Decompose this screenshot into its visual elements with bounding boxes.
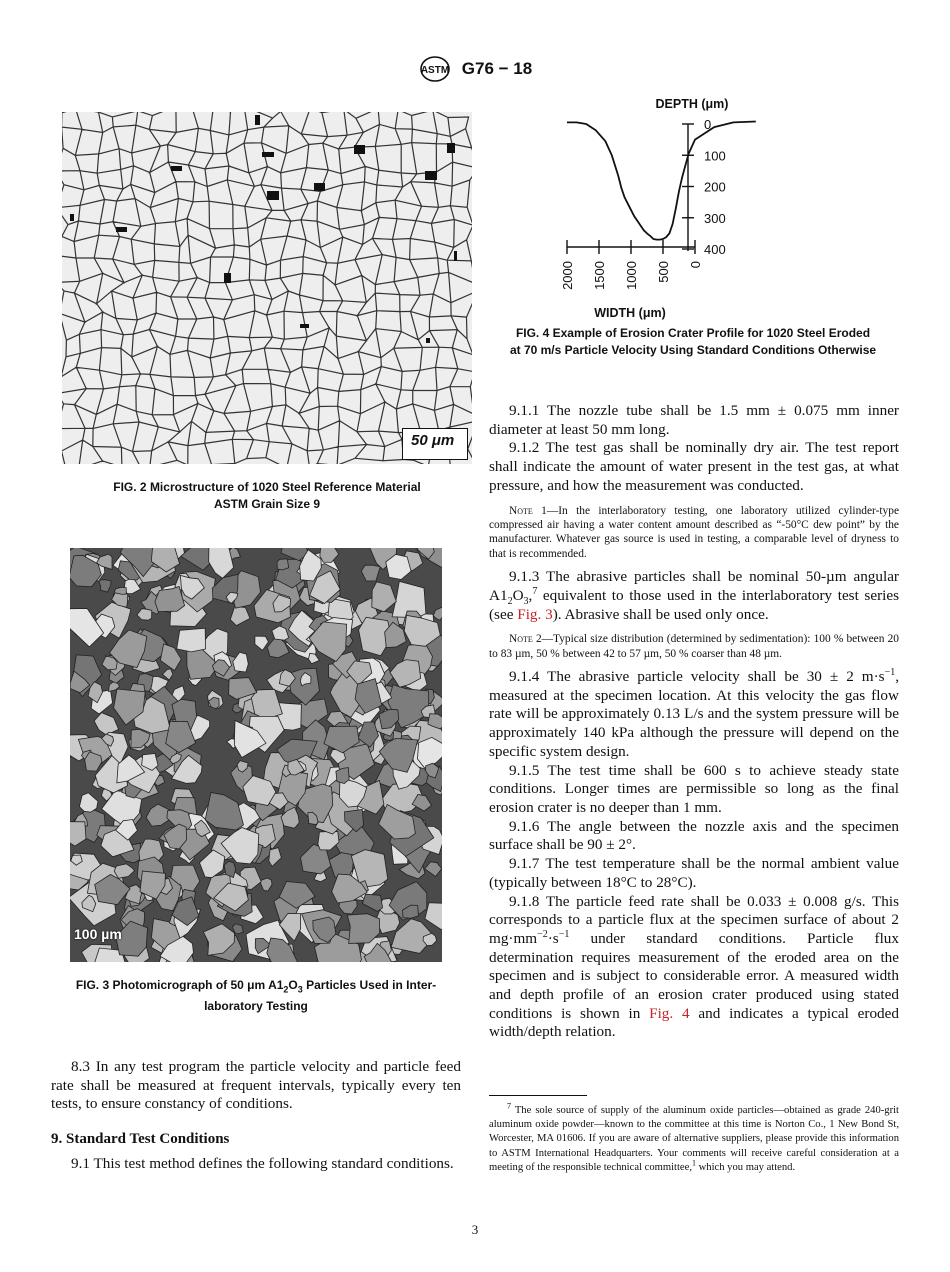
page-header <box>0 54 950 84</box>
fig3-scale-label: 100 µm <box>74 926 122 942</box>
fig3-caption <box>50 977 462 1015</box>
alumina-particle <box>79 793 98 812</box>
fig2-caption-line1: FIG. 2 Microstructure of 1020 Steel Reference Material <box>113 480 421 494</box>
fig4-caption <box>488 325 898 359</box>
fig2-scale-label: 50 μm <box>411 432 455 449</box>
x-tick-label: 2000 <box>560 261 575 290</box>
svg-text:ASTM: ASTM <box>420 65 449 76</box>
paragraph-9-1-4: 9.1.4 The abrasive particle velocity shall be 30 ± 2 $m\cdot s^{-1}$, measured at the specimen location. At this velocity the gas flow rate will be approximately 0.13 L/s and the system pressure will be approximately 140 kPa although the pressure will depend on the specific system design. <box>489 667 899 760</box>
alumina-particle <box>205 793 243 831</box>
pearlite-spot <box>354 145 365 154</box>
paragraph-8-3: 8.3 In any test program the particle velocity and particle feed rate shall be measured at frequent intervals, typically every ten tests, to ensure constancy of conditions. <box>51 1058 461 1113</box>
alumina-particle <box>277 559 289 570</box>
alumina-particle <box>94 713 119 736</box>
paragraph-9-1-8: 9.1.8 The particle feed rate shall be 0.033 ± 0.008 g/s. This corresponds to a particle flux at the specimen surface of about 2 $mg\cdot mm^{-2}\cdot s^{-1}$ under standard conditions. Particle flux determination requires measurement of the eroded area on the specimen and is subject to considerable error. A measured width and depth profile of an erosion crater produced using stated conditions is shown in Fig. 4 and indicates a typical eroded width/depth relation. <box>489 892 899 1041</box>
paragraph-9-1-3: 9.1.3 The abrasive particles shall be nominal 50-µm angular $A1_2O_3,^7$ equivalent to those used in the interlaboratory test series (see Fig. 3). Abrasive shall be used only once. <box>489 568 899 623</box>
paragraph-9-1-6: 9.1.6 The angle between the nozzle axis and the specimen surface shall be 90 ± 2°. <box>489 817 899 854</box>
footnote-rule <box>489 1095 587 1096</box>
left-column <box>51 1058 461 1174</box>
right-column <box>489 402 899 1042</box>
note-2: Note 2—Typical size distribution (determined by sedimentation): 100 % between 20 to 83 µm, 50 % between 42 to 57 µm, 50 % coarser than 48 µm. <box>489 633 899 660</box>
pearlite-spot <box>70 214 74 221</box>
note-1: Note 1—In the interlaboratory testing, one laboratory utilized cylinder-type compressed air having a water content amount described as “-50°C dew point” by the manufacturer. Whatever gas source is used in testing, a comparable level of dryness to that is recommended. <box>489 504 899 560</box>
pearlite-spot <box>426 338 430 343</box>
alumina-particle <box>260 878 272 891</box>
alumina-particle <box>318 832 339 851</box>
alumina-particle <box>155 587 185 612</box>
y-tick-label: 400 <box>704 242 726 257</box>
alumina-particle <box>269 848 282 867</box>
fig3-caption-line1: FIG. 3 Photomicrograph of 50 μm $A1_2O_3$ Particles Used in Inter- <box>75 978 437 995</box>
pearlite-spot <box>262 152 274 157</box>
fig4-caption-line2: at 70 m/s Particle Velocity Using Standard Conditions Otherwise <box>509 343 877 357</box>
pearlite-spot <box>447 143 455 153</box>
paragraph-9-1-1: 9.1.1 The nozzle tube shall be 1.5 mm ± 0.075 mm inner diameter at least 50 mm long. <box>489 402 899 438</box>
alumina-particle <box>361 565 380 581</box>
x-axis-title: WIDTH (μm) <box>594 306 666 320</box>
pearlite-spot <box>171 166 182 171</box>
alumina-particle <box>320 548 339 562</box>
alumina-particle <box>70 822 86 847</box>
fig2-caption-line2: ASTM Grain Size 9 <box>213 497 321 511</box>
alumina-particle <box>162 669 173 680</box>
alumina-particle <box>177 628 206 652</box>
alumina-particle <box>209 548 234 578</box>
alumina-particle <box>309 653 320 663</box>
astm-logo-icon <box>418 54 452 84</box>
alumina-particle <box>433 607 442 620</box>
pearlite-spot <box>454 251 457 261</box>
footnote-7: $^7$ The sole source of supply of the aluminum oxide particles—obtained as grade 240-grit aluminum oxide powder—known to the committee at this time is Norton Co., 1 New Bond St, Worcester, MA 01606. If you are aware of alternative suppliers, please provide this information to ASTM International Headquarters. Your comments will receive careful consideration at a meeting of the responsible technical committee,$^1$ which you may attend. <box>489 1101 899 1173</box>
fig2-micrograph <box>62 112 472 464</box>
document-designation: G76 − 18 <box>461 59 533 78</box>
alumina-particle <box>99 580 111 593</box>
pearlite-spot <box>425 171 437 180</box>
fig4-caption-line1: FIG. 4 Example of Erosion Crater Profile for 1020 Steel Eroded <box>515 326 871 340</box>
alumina-particle <box>418 737 443 768</box>
alumina-particle <box>425 903 442 930</box>
pearlite-spot <box>267 191 279 200</box>
y-tick-label: 300 <box>704 210 726 226</box>
paragraph-9-1: 9.1 This test method defines the following standard conditions. <box>71 1154 454 1172</box>
x-tick-label: 1500 <box>592 261 607 290</box>
y-tick-label: 200 <box>704 179 726 195</box>
alumina-particles-image <box>70 548 442 962</box>
y-axis-title: DEPTH (μm) <box>655 97 729 111</box>
x-tick-label: 0 <box>688 261 703 269</box>
grain-boundaries <box>62 112 472 464</box>
y-tick-label: 0 <box>704 117 712 132</box>
pearlite-spot <box>224 273 231 283</box>
fig2-scale-bar <box>402 428 468 460</box>
alumina-particle <box>362 894 382 911</box>
pearlite-spot <box>255 115 260 125</box>
page-number: 3 <box>471 1222 479 1237</box>
paragraph-9-1-7: 9.1.7 The test temperature shall be the normal ambient value (typically between 18°C to 28°C). <box>489 855 899 891</box>
fig2-caption <box>62 479 472 513</box>
alumina-particle <box>233 652 249 672</box>
pearlite-spot <box>116 227 127 232</box>
pearlite-spot <box>300 324 309 328</box>
grain-structure-image <box>62 112 472 464</box>
fig3-photomicrograph <box>70 548 442 962</box>
section-heading-9: 9. Standard Test Conditions <box>51 1131 230 1148</box>
alumina-particle <box>372 582 397 612</box>
x-tick-label: 1000 <box>624 261 639 290</box>
fig4-link[interactable]: Fig. 4 <box>649 1004 690 1022</box>
pearlite-spot <box>314 183 325 191</box>
fig4-crater-profile-chart <box>488 92 888 322</box>
y-tick-label: 100 <box>704 148 726 164</box>
paragraph-9-1-5: 9.1.5 The test time shall be 600 s to achieve steady state conditions. Longer times are permissible so long as the final erosion crater is no deeper than 1 mm. <box>489 761 899 816</box>
alumina-particle <box>425 862 442 877</box>
fig3-caption-line2: laboratory Testing <box>204 999 308 1014</box>
alumina-particle <box>255 636 269 650</box>
alumina-particle <box>200 850 225 878</box>
crater-profile-line <box>567 122 756 240</box>
paragraph-9-1-2: 9.1.2 The test gas shall be nominally dry air. The test report shall indicate the amount of water present in the test gas, at what pressure, and how the measurement was conducted. <box>489 439 899 494</box>
fig3-link[interactable]: Fig. 3 <box>517 605 553 623</box>
alumina-particle <box>230 607 250 626</box>
alumina-particle <box>137 609 152 621</box>
x-tick-label: 500 <box>656 261 671 283</box>
alumina-particle <box>114 864 134 879</box>
